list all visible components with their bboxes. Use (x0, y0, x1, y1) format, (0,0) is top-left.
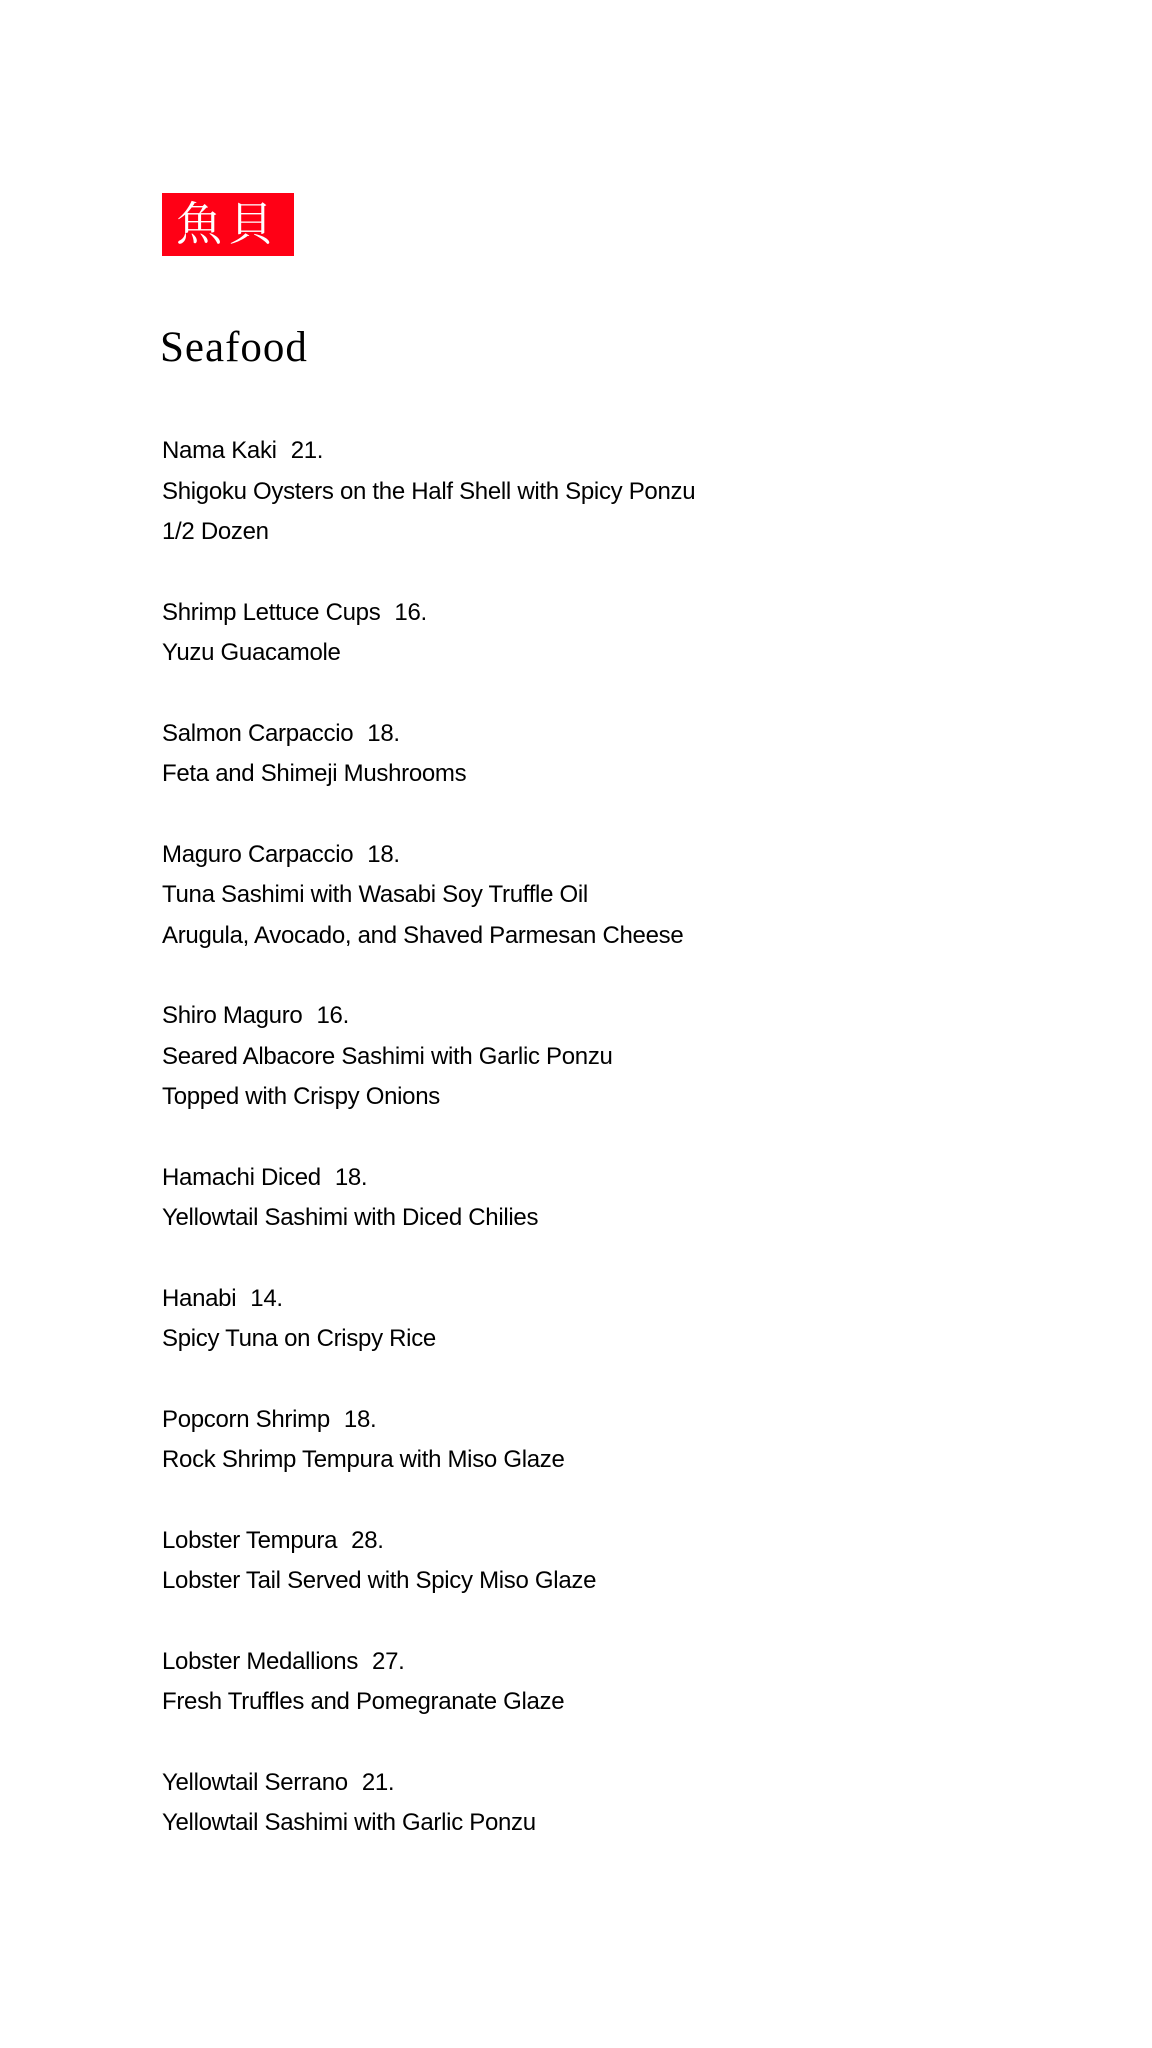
menu-item-price: 16. (394, 598, 427, 626)
menu-item-name: Shiro Maguro (162, 1002, 303, 1029)
menu-item-description: Fresh Truffles and Pomegranate Glaze (162, 1688, 565, 1715)
menu-item-heading (162, 1400, 1062, 1441)
menu-item-description: Tuna Sashimi with Wasabi Soy Truffle Oil (162, 881, 588, 908)
menu-item-heading (162, 835, 1062, 876)
menu-item-description: Shigoku Oysters on the Half Shell with Spicy Ponzu (162, 477, 696, 505)
menu-item-heading (162, 593, 1062, 634)
menu-item-description: Seared Albacore Sashimi with Garlic Ponzu (162, 1042, 613, 1070)
menu-item-heading (162, 714, 1062, 755)
menu-item (162, 1279, 1062, 1360)
logo-text: 魚貝 (176, 196, 280, 251)
menu-item-heading (162, 996, 1062, 1037)
menu-item-price: 18. (367, 719, 400, 747)
menu-item-name: Lobster Medallions (162, 1647, 359, 1675)
menu-item-price: 18. (343, 1405, 377, 1433)
menu-item-description: Rock Shrimp Tempura with Miso Glaze (162, 1446, 565, 1473)
menu-item-price: 16. (316, 1002, 349, 1029)
menu-item-price: 14. (250, 1284, 283, 1312)
menu-item-price: 21. (361, 1768, 395, 1796)
menu-item-heading (162, 1642, 1062, 1683)
menu-item (162, 593, 1062, 674)
menu-item-description: Feta and Shimeji Mushrooms (162, 760, 467, 787)
menu-item (162, 1763, 1062, 1844)
menu-item-heading (162, 1763, 1062, 1804)
menu-item-name: Yellowtail Serrano (162, 1768, 348, 1796)
menu-item (162, 1158, 1062, 1239)
menu-item-description: Lobster Tail Served with Spicy Miso Glaze (162, 1567, 597, 1594)
menu-item-price: 18. (367, 840, 400, 868)
menu-item-heading (162, 1279, 1062, 1320)
menu-item-name: Maguro Carpaccio (162, 840, 354, 868)
menu-item-description: Yellowtail Sashimi with Garlic Ponzu (162, 1809, 536, 1836)
menu-item-name: Popcorn Shrimp (162, 1405, 330, 1433)
menu-item-description: Yellowtail Sashimi with Diced Chilies (162, 1204, 539, 1231)
menu-item-heading (162, 431, 1062, 472)
section-title: Seafood (160, 324, 308, 371)
menu-item-description: 1/2 Dozen (162, 518, 269, 545)
menu-item-price: 28. (351, 1526, 384, 1554)
menu-item-description: Arugula, Avocado, and Shaved Parmesan Cheese (162, 921, 684, 949)
menu-item-name: Salmon Carpaccio (162, 719, 354, 747)
menu-item (162, 714, 1062, 795)
menu-item-heading (162, 1158, 1062, 1199)
menu-item (162, 996, 1062, 1118)
menu-item (162, 1521, 1062, 1602)
menu-item-name: Nama Kaki (162, 437, 277, 464)
menu-item (162, 431, 1062, 553)
menu-item-name: Shrimp Lettuce Cups (162, 598, 381, 626)
menu-item-description: Topped with Crispy Onions (162, 1083, 440, 1110)
menu-item-price: 27. (372, 1647, 405, 1675)
menu-item (162, 1400, 1062, 1481)
menu-item-name: Hamachi Diced (162, 1163, 321, 1191)
menu-list (162, 431, 1062, 1884)
menu-item-price: 18. (334, 1163, 368, 1191)
menu-item-heading (162, 1521, 1062, 1562)
menu-item (162, 1642, 1062, 1723)
logo-badge (162, 193, 294, 256)
menu-item (162, 835, 1062, 957)
menu-item-description: Yuzu Guacamole (162, 639, 341, 666)
menu-item-price: 21. (290, 437, 324, 464)
menu-item-description: Spicy Tuna on Crispy Rice (162, 1325, 436, 1352)
menu-item-name: Lobster Tempura (162, 1526, 338, 1554)
menu-item-name: Hanabi (162, 1284, 237, 1312)
